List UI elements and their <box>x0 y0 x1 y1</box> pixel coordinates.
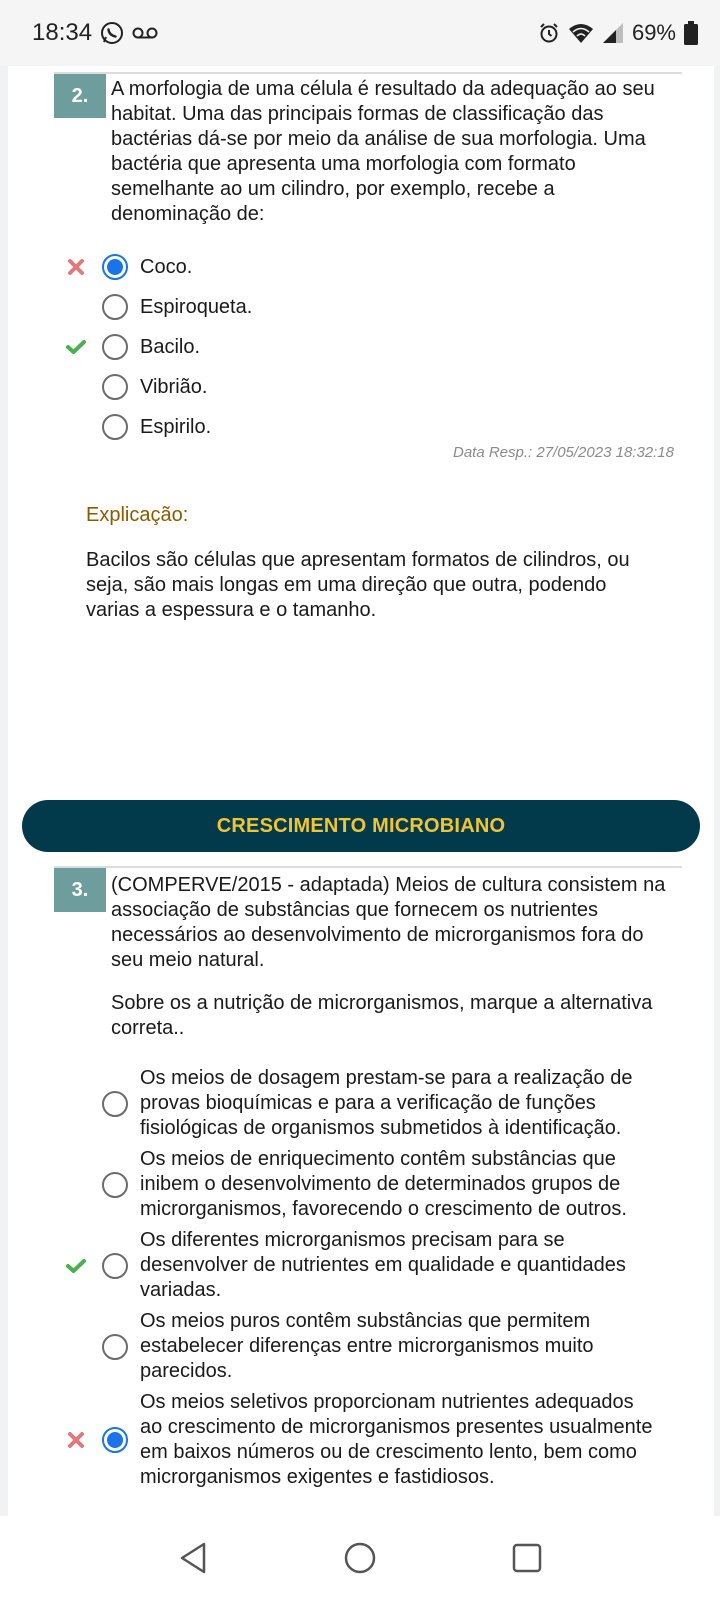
explanation-title: Explicação: <box>86 504 189 526</box>
explanation-line: seja, são mais longas em uma direção que outra, podendo <box>86 574 607 596</box>
option-label-line: fisiológicas de organismos submetidos à identificação. <box>140 1117 622 1139</box>
option-label-line: Os meios seletivos proporcionam nutrientes adequados <box>140 1391 634 1413</box>
question-text <box>111 873 681 973</box>
option-label-line: Os meios de dosagem prestam-se para a realização de <box>140 1067 633 1089</box>
option-meios-de-enriquecimento[interactable] <box>66 1147 686 1222</box>
radio-button[interactable] <box>102 1172 128 1198</box>
option-vibriao[interactable] <box>66 374 686 400</box>
recents-icon[interactable] <box>497 1528 557 1588</box>
radio-button-selected[interactable] <box>102 1427 128 1453</box>
question-text-line: (COMPERVE/2015 - adaptada) Meios de cultura consistem na <box>111 874 666 896</box>
radio-button[interactable] <box>102 374 128 400</box>
radio-button[interactable] <box>102 1334 128 1360</box>
option-label: Coco. <box>140 255 193 278</box>
question-number-badge: 3. <box>54 868 106 912</box>
option-label-line: microrganismos exigentes e fastidiosos. <box>140 1466 495 1488</box>
wrong-mark-icon <box>66 257 86 277</box>
status-time: 18:34 <box>32 19 93 46</box>
option-label-line: Os diferentes microrganismos precisam para se <box>140 1229 565 1251</box>
option-label <box>140 1228 626 1303</box>
radio-button-selected[interactable] <box>102 254 128 280</box>
question-prompt-line: Sobre os a nutrição de microrganismos, marque a alternativa <box>111 992 653 1014</box>
option-label: Espirilo. <box>140 415 212 438</box>
alarm-icon <box>538 22 560 44</box>
option-bacilo[interactable] <box>66 334 686 360</box>
option-label: Bacilo. <box>140 335 201 358</box>
question-text-line: seu meio natural. <box>111 949 265 971</box>
home-icon[interactable] <box>330 1528 390 1588</box>
question-text-line: habitat. Uma das principais formas de classificação das <box>111 103 604 125</box>
option-diferentes-microrganismos[interactable] <box>66 1228 686 1303</box>
question-prompt <box>111 991 681 1041</box>
signal-icon <box>602 22 624 44</box>
question-text-line: A morfologia de uma célula é resultado da adequação ao seu <box>111 78 655 100</box>
question-divider <box>54 866 682 868</box>
option-label-line: variadas. <box>140 1279 222 1301</box>
question-text-line: semelhante ao um cilindro, por exemplo, recebe a <box>111 178 555 200</box>
explanation-line: varias a espessura e o tamanho. <box>86 599 377 621</box>
radio-button[interactable] <box>102 1091 128 1117</box>
battery-percentage: 69% <box>631 20 676 45</box>
navigation-bar <box>0 1516 720 1600</box>
section-banner: CRESCIMENTO MICROBIANO <box>22 800 700 852</box>
option-label-line: desenvolver de nutrientes em qualidade e quantidades <box>140 1254 626 1276</box>
option-meios-de-dosagem[interactable] <box>66 1066 686 1141</box>
option-label <box>140 1309 594 1384</box>
status-bar <box>0 0 720 66</box>
wifi-icon <box>568 22 594 44</box>
battery-icon <box>684 21 698 45</box>
option-label: Espiroqueta. <box>140 295 253 318</box>
radio-button[interactable] <box>102 414 128 440</box>
question-text-line: associação de substâncias que fornecem os nutrientes <box>111 899 598 921</box>
option-label <box>140 1066 632 1141</box>
option-espiroqueta[interactable] <box>66 294 686 320</box>
explanation-line: Bacilos são células que apresentam formatos de cilindros, ou <box>86 549 630 571</box>
option-espirilo[interactable] <box>66 414 686 440</box>
option-label <box>140 1390 652 1490</box>
question-card <box>8 866 714 1516</box>
correct-check-icon <box>66 337 86 357</box>
explanation-text <box>86 548 656 623</box>
option-label: Vibrião. <box>140 375 208 398</box>
radio-button[interactable] <box>102 1253 128 1279</box>
whatsapp-icon <box>100 21 124 45</box>
option-meios-puros[interactable] <box>66 1309 686 1384</box>
radio-button[interactable] <box>102 334 128 360</box>
option-label-line: provas bioquímicas e para a verificação de funções <box>140 1092 596 1114</box>
question-text <box>111 77 681 227</box>
question-divider <box>54 72 682 74</box>
option-label-line: estabelecer diferenças entre microrganismos muito <box>140 1335 594 1357</box>
question-number-badge: 2. <box>54 74 106 118</box>
voicemail-icon <box>132 25 158 41</box>
correct-check-icon <box>66 1256 86 1276</box>
question-text-line: bactéria que apresenta uma morfologia com formato <box>111 153 576 175</box>
question-text-line: necessários ao desenvolvimento de microrganismos fora do <box>111 924 644 946</box>
answer-timestamp: Data Resp.: 27/05/2023 18:32:18 <box>452 444 674 461</box>
option-label-line: microrganismos, favorecendo o crescimento de outros. <box>140 1198 627 1220</box>
option-label-line: inibem o desenvolvimento de determinados grupos de <box>140 1173 621 1195</box>
question-text-line: bactérias dá-se por meio da análise de sua morfologia. Uma <box>111 128 646 150</box>
option-label-line: Os meios de enriquecimento contêm substâncias que <box>140 1148 616 1170</box>
option-coco[interactable] <box>66 254 686 280</box>
option-label <box>140 1147 627 1222</box>
option-label-line: ao crescimento de microrganismos presentes usualmente <box>140 1416 653 1438</box>
option-label-line: Os meios puros contêm substâncias que permitem <box>140 1310 591 1332</box>
radio-button[interactable] <box>102 294 128 320</box>
wrong-mark-icon <box>66 1430 86 1450</box>
option-label-line: em baixos números ou de crescimento lento, bem como <box>140 1441 637 1463</box>
question-prompt-line: correta.. <box>111 1017 185 1039</box>
option-label-line: parecidos. <box>140 1360 233 1382</box>
back-icon[interactable] <box>163 1528 223 1588</box>
page-content[interactable] <box>0 66 720 1516</box>
option-meios-seletivos[interactable] <box>66 1390 686 1490</box>
question-text-line: denominação de: <box>111 203 265 225</box>
